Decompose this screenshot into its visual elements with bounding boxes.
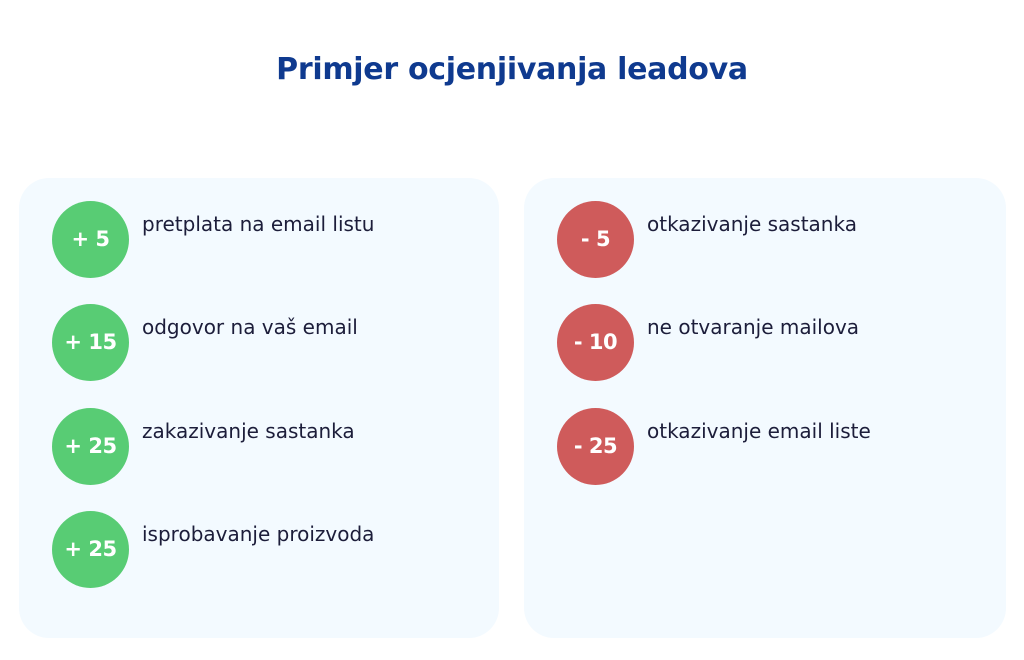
positive-item-label: zakazivanje sastanka [142, 419, 355, 443]
positive-actions-panel [19, 178, 499, 638]
negative-item-label: otkazivanje sastanka [647, 212, 857, 236]
negative-score-badge: - 5 [557, 201, 634, 278]
positive-score-badge: + 25 [52, 511, 129, 588]
negative-item [557, 303, 859, 381]
page-title: Primjer ocjenjivanja leadova [276, 52, 748, 87]
negative-item [557, 407, 871, 485]
positive-item [52, 510, 374, 588]
negative-item-label: ne otvaranje mailova [647, 315, 860, 339]
positive-item [52, 200, 374, 278]
positive-item [52, 303, 358, 381]
negative-actions-panel [524, 178, 1006, 638]
positive-item [52, 407, 355, 485]
positive-score-badge: + 25 [52, 408, 129, 485]
positive-item-label: isprobavanje proizvoda [142, 522, 375, 546]
positive-score-badge: + 15 [52, 304, 129, 381]
negative-score-badge: - 10 [557, 304, 634, 381]
positive-item-label: pretplata na email listu [142, 212, 375, 236]
positive-item-label: odgovor na vaš email [142, 315, 358, 339]
positive-score-badge: + 5 [52, 201, 129, 278]
negative-item [557, 200, 857, 278]
negative-score-badge: - 25 [557, 408, 634, 485]
negative-item-label: otkazivanje email liste [647, 419, 871, 443]
